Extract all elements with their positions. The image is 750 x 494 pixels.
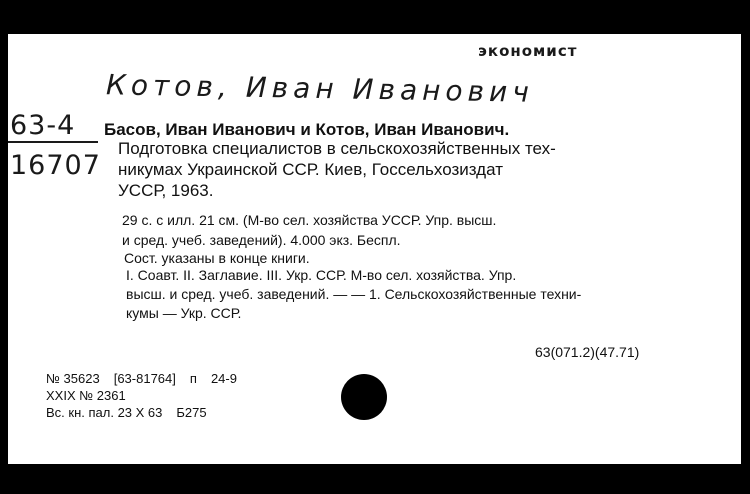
handwritten-call-number: 63-4 [10, 110, 76, 141]
stamp-row-3 [46, 404, 237, 421]
card-punch-hole [341, 374, 387, 420]
collation-line-2: и сред. учеб. заведений). 4.000 экз. Беспл. [122, 232, 401, 248]
classification-number: 63(071.2)(47.71) [535, 344, 640, 360]
stamp-number: № 35623 [46, 371, 100, 386]
tracings-block [126, 266, 686, 323]
collation-block [122, 210, 682, 250]
tracings-line-1: I. Соавт. II. Заглавие. III. Укр. ССР. М-во сел. хозяйства. Упр. [126, 267, 517, 283]
call-number-underline [8, 141, 98, 143]
title-line-3: УССР, 1963. [118, 181, 214, 200]
handwritten-author-name: Котов, Иван Иванович [105, 68, 535, 109]
stamp-date: Вс. кн. пал. 23 X 63 [46, 405, 163, 420]
tracings-line-3: кумы — Укр. ССР. [126, 305, 242, 321]
stamp-series: Б275 [176, 405, 207, 420]
collation-line-1: 29 с. с илл. 21 см. (М-во сел. хозяйства УССР. Упр. высш. [122, 212, 497, 228]
tracings-line-2: высш. и сред. учеб. заведений. — — 1. Сельскохозяйственные техни- [126, 286, 582, 302]
title-line-2: никумах Украинской ССР. Киев, Госсельхозиздат [118, 160, 503, 179]
entry-heading: Басов, Иван Иванович и Котов, Иван Иванович. [104, 120, 510, 139]
compilers-note: Сост. указаны в конце книги. [124, 250, 310, 266]
stamp-batch: 24-9 [210, 371, 237, 386]
catalog-card [8, 34, 741, 464]
title-line-1: Подготовка специалистов в сельскохозяйственных тех- [118, 139, 556, 158]
stamp-row-1 [46, 370, 237, 387]
handwritten-subject: экономист [478, 42, 578, 60]
stamp-letter: п [189, 371, 197, 386]
handwritten-accession-number: 16707 [10, 150, 101, 181]
chamber-stamp [46, 370, 237, 421]
stamp-code: [63-81764] [113, 371, 176, 386]
stamp-row-2: XXIX № 2361 [46, 388, 126, 403]
entry-title-block [118, 138, 663, 201]
